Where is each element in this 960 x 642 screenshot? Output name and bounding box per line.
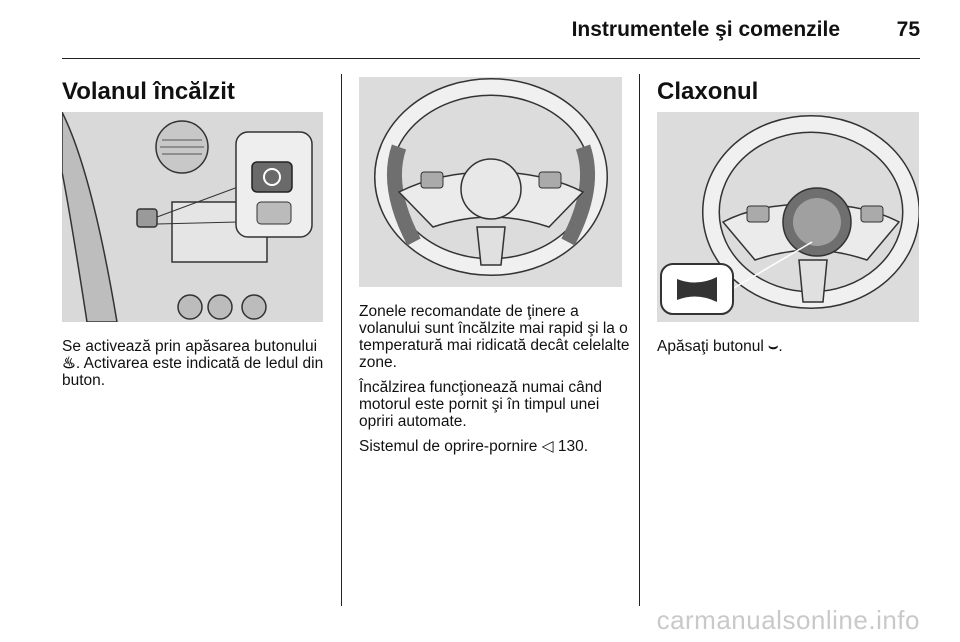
heating-operation-paragraph: Încălzirea funcţionează numai când motorul este pornit şi în timpul unei opriri automate.	[359, 379, 602, 430]
horn-text-after-icon: .	[778, 338, 783, 355]
watermark: carmanualsonline.info	[656, 605, 920, 635]
steering-wheel-heated-zones-illustration	[359, 77, 622, 287]
heated-zones-description	[359, 303, 631, 463]
heated-wheel-button-illustration	[62, 112, 323, 322]
column-divider-2	[639, 74, 640, 606]
stop-start-text: Sistemul de oprire-pornire	[359, 438, 542, 455]
page-reference-icon: ◁	[541, 438, 554, 455]
text-after-icon: . Activarea este indicată de ledul din buton.	[62, 355, 324, 389]
heated-wheel-description	[62, 338, 324, 397]
heated-wheel-paragraph	[62, 338, 324, 389]
page-number: 75	[896, 18, 920, 41]
horn-text-before-icon: Apăsaţi butonul	[657, 338, 769, 355]
section-title-heated-wheel: Volanul încălzit	[62, 78, 235, 105]
column-divider-1	[341, 74, 342, 606]
chapter-title: Instrumentele şi comenzile	[571, 18, 840, 41]
reference-page-number: 130.	[553, 438, 589, 455]
horn-paragraph	[657, 338, 919, 355]
header-rule	[62, 58, 920, 59]
heated-zones-paragraph: Zonele recomandate de ţinere a volanului sunt încălzite mai rapid şi la o temperatură mai ridicată decât celelalte zone.	[359, 303, 630, 371]
horn-description	[657, 338, 919, 363]
horn-icon: ⌣	[768, 338, 779, 355]
horn-steering-wheel-illustration	[657, 112, 919, 322]
section-title-horn: Claxonul	[657, 78, 759, 105]
text-before-icon: Se activează prin apăsarea butonului	[62, 338, 318, 355]
heated-steering-wheel-icon: ♨	[62, 355, 76, 372]
stop-start-reference	[359, 438, 631, 455]
